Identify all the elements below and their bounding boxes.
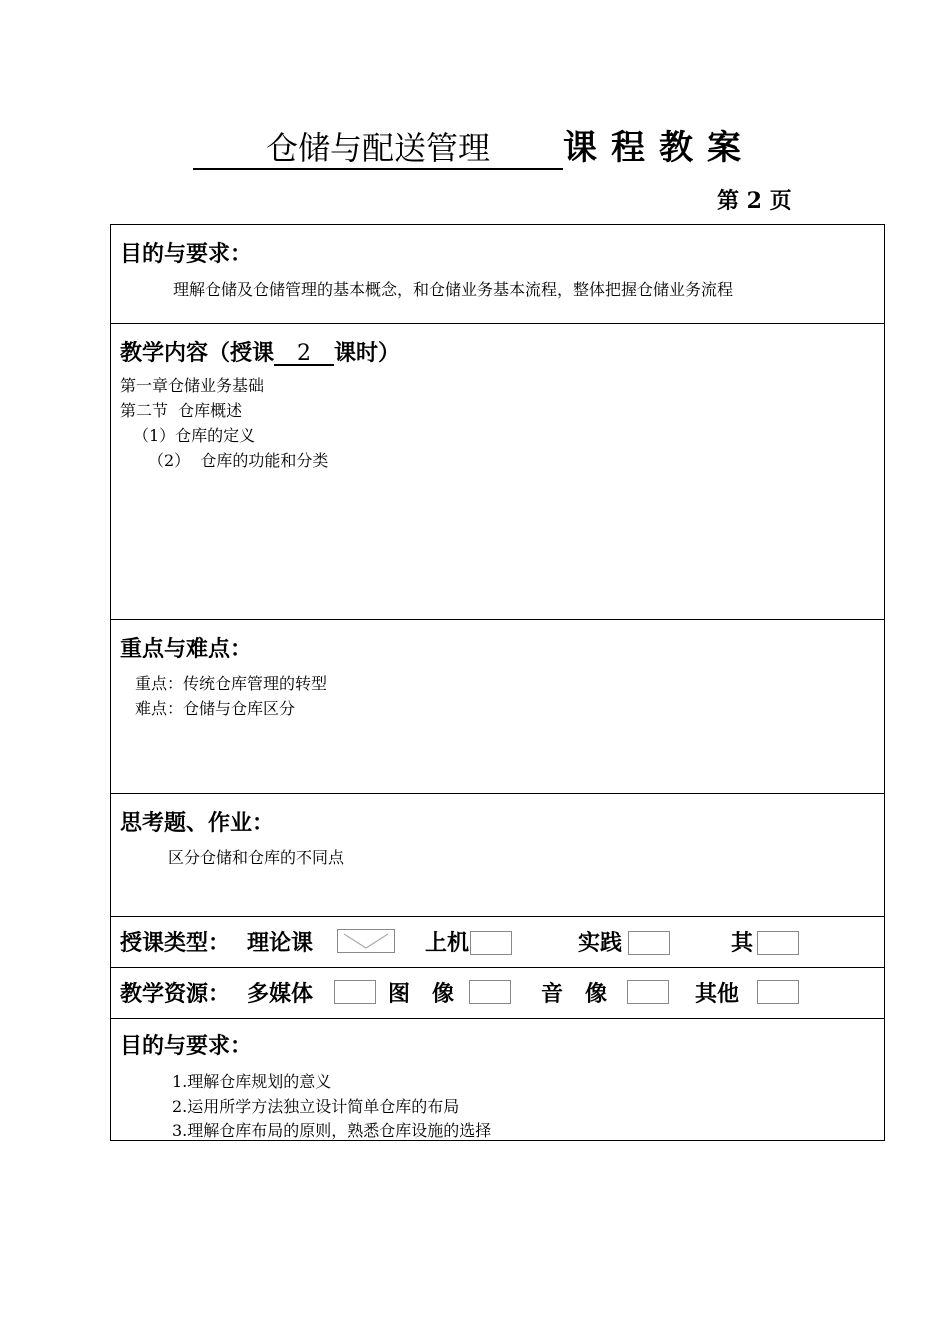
course-name: 仓储与配送管理	[193, 128, 563, 170]
key-point-line: 重点：传统仓库管理的转型	[135, 674, 328, 693]
lesson-type-practice-checkbox[interactable]	[628, 931, 670, 955]
lesson-plan-table	[110, 224, 885, 1141]
objectives2-line: 1.理解仓库规划的意义	[172, 1072, 332, 1091]
content-section	[111, 324, 884, 620]
lesson-type-theory-checkbox[interactable]	[337, 929, 395, 953]
objectives2-line: 3.理解仓库布局的原则，熟悉仓库设施的选择	[172, 1121, 492, 1140]
content-heading-suffix: 课时）	[333, 340, 400, 366]
lesson-type-option-label: 理论课	[247, 930, 314, 956]
resource-audio-video-checkbox[interactable]	[627, 980, 669, 1004]
objectives-section	[111, 225, 884, 324]
key-points-section	[111, 620, 884, 794]
content-line: （1）仓库的定义	[133, 426, 256, 445]
key-points-heading: 重点与难点：	[120, 636, 253, 662]
resource-option-label: 多媒体	[247, 981, 314, 1007]
homework-heading: 思考题、作业：	[120, 810, 275, 836]
check-mark-icon	[338, 930, 394, 952]
homework-section	[111, 794, 884, 917]
resource-multimedia-checkbox[interactable]	[334, 980, 376, 1004]
key-point-line: 难点：仓储与仓库区分	[135, 699, 296, 718]
lesson-type-option-label: 上机	[425, 930, 470, 956]
document-kind: 课程教案	[563, 128, 755, 168]
document-title	[0, 128, 950, 174]
lesson-type-row	[111, 917, 884, 968]
resource-option-label: 其他	[695, 981, 740, 1007]
objectives-heading: 目的与要求：	[120, 241, 253, 267]
resource-other-checkbox[interactable]	[757, 980, 799, 1004]
resources-row	[111, 968, 884, 1019]
page-number: 第 2 页	[717, 188, 792, 214]
lesson-hours: 2	[297, 341, 311, 366]
objectives-text: 理解仓储及仓储管理的基本概念，和仓储业务基本流程，整体把握仓储业务流程	[173, 280, 734, 299]
lesson-type-option-label: 实践	[578, 930, 623, 956]
lesson-type-label: 授课类型：	[120, 930, 231, 956]
homework-text: 区分仓储和仓库的不同点	[168, 848, 345, 867]
resources-label: 教学资源：	[120, 981, 231, 1007]
lesson-type-lab-checkbox[interactable]	[470, 931, 512, 955]
resource-option-label: 图 像	[388, 981, 455, 1007]
content-line: （2） 仓库的功能和分类	[148, 451, 329, 470]
resource-image-checkbox[interactable]	[469, 980, 511, 1004]
content-line: 第二节 仓库概述	[120, 401, 243, 420]
objectives2-section	[111, 1019, 884, 1140]
resource-option-label: 音 像	[541, 981, 608, 1007]
content-heading	[120, 336, 400, 367]
content-heading-prefix: 教学内容（授课	[120, 340, 275, 366]
objectives2-heading: 目的与要求：	[120, 1033, 253, 1059]
lesson-type-other-checkbox[interactable]	[757, 931, 799, 955]
content-line: 第一章仓储业务基础	[120, 376, 265, 395]
objectives2-line: 2.运用所学方法独立设计简单仓库的布局	[172, 1097, 460, 1116]
lesson-type-option-label: 其	[731, 930, 754, 956]
